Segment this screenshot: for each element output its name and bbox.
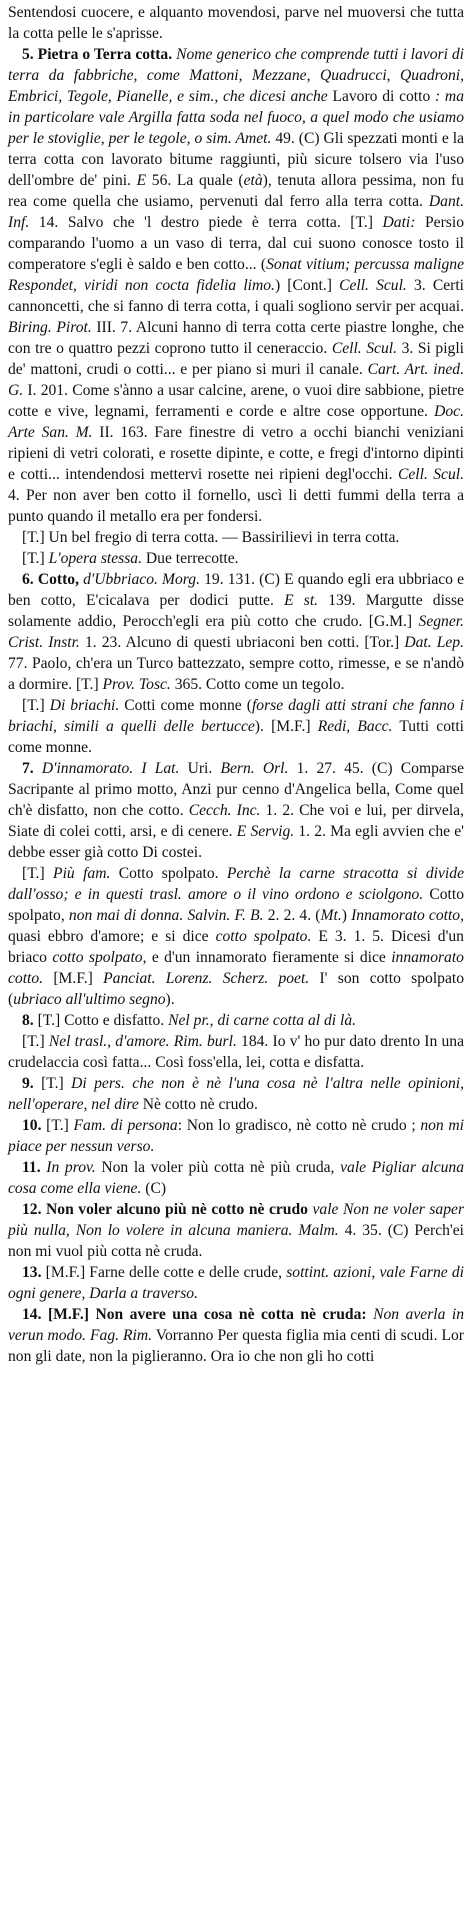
italic-text: Di briachi. bbox=[49, 697, 120, 714]
italic-text: Più fam. bbox=[53, 865, 111, 882]
body-text: 1. 23. Alcuno di questi ubriaconi ben cotti. [Tor.] bbox=[79, 634, 405, 651]
body-text: I' son cotto spolpato ( bbox=[8, 970, 464, 1008]
body-text: Nè cotto nè crudo. bbox=[138, 1096, 258, 1113]
italic-text: Cell. Scul. bbox=[339, 277, 407, 294]
body-text: 184. Io v' ho pur dato drento In una crudelaccia così fatta... Così foss'ella, lei, cotta e disfatta. bbox=[8, 1033, 464, 1071]
italic-text: Dati: bbox=[382, 214, 416, 231]
entry-headword: Non voler alcuno più nè cotto nè crudo bbox=[46, 1201, 308, 1218]
entry-headword: 6. bbox=[22, 571, 38, 588]
body-text: Cotto spolpato, bbox=[8, 886, 464, 924]
italic-text: Non averla in verun modo. Fag. Rim. bbox=[8, 1306, 465, 1344]
italic-text: Salvin. F. B. bbox=[187, 907, 264, 924]
body-text: II. 163. Fare finestre di vetro a occhi bianchi veniziani ripieni di vetri colorati, e rosette dipinte, e cotte, e fregi d'intorno dipinti e cotti... intendendosi mettervi rosette nei ripieni degl'occhi. bbox=[8, 424, 464, 483]
body-text: Tutti cotti come monne. bbox=[8, 718, 464, 756]
body-text: , e d'un innamorato fieramente si dice bbox=[142, 949, 392, 966]
body-text: Cotto spolpato. bbox=[110, 865, 227, 882]
body-text: Vorranno Per questa figlia mia centi di scudi. Lor non gli date, non la piglieranno. Ora io che non gli ho cotti bbox=[8, 1327, 464, 1365]
body-text: ) [Cont.] bbox=[274, 277, 340, 294]
body-text: E 3. 1. 5. Dicesi d'un briaco bbox=[8, 928, 464, 966]
italic-text: E st. bbox=[284, 592, 319, 609]
italic-text: : ma in particolare vale Argilla fatta soda nel fuoco, a quel modo che usiamo per le stoviglie, per le tegole, o sim. Amet. bbox=[8, 88, 464, 147]
body-text: 14. Salvo che 'l destro piede è terra cotta. [T.] bbox=[29, 214, 383, 231]
body-text: [T.] bbox=[41, 1075, 72, 1092]
entry-paragraph bbox=[8, 1157, 464, 1199]
body-text: 3. Certi cannoncetti, che si fanno di terra cotta, i quali sogliono servir per acquai. bbox=[8, 277, 464, 315]
body-text: quasi ebbro d'amore; e si dice bbox=[8, 928, 216, 945]
body-text: 3. Si pigli de' mattoni, crudi o cotti... e per piano si muri il canale. bbox=[8, 340, 464, 378]
body-text: 2. 2. 4. ( bbox=[263, 907, 321, 924]
body-text: 56. La quale ( bbox=[146, 172, 244, 189]
body-text: 139. Margutte disse solamente addio, Perocch'egli era più cotto che crudo. [G.M.] bbox=[8, 592, 464, 630]
entry-headword: 13. bbox=[22, 1264, 46, 1281]
body-text: 1. 27. 45. (C) Comparse Sacripante al primo motto, Anzi pur cenno d'Angelica bella, Come quel ch'è disfatto, non che cotto. bbox=[8, 760, 464, 819]
entry-paragraph bbox=[8, 863, 464, 1010]
body-text: [M.F.] bbox=[43, 970, 104, 987]
italic-text: Bern. Orl. bbox=[220, 760, 289, 777]
body-text: [M.F.] Farne delle cotte e delle crude, bbox=[45, 1264, 287, 1281]
italic-text: Nome generico che comprende tutti i lavori di terra da fabbriche, come Mattoni, Mezzane, Quadrucci, Quadroni, Embrici, Tegole, Pianelle, e sim., che dicesi anche bbox=[8, 46, 464, 105]
body-text: ). [M.F.] bbox=[254, 718, 318, 735]
italic-text: Dant. Inf. bbox=[8, 193, 464, 231]
body-text: 4. Per non aver ben cotto il fornello, uscì li detti fummi della terra a punto quando il metallo era per fondersi. bbox=[8, 487, 464, 525]
italic-text: d'Ubbriaco. Morg. bbox=[78, 571, 200, 588]
body-text: [T.] bbox=[46, 1117, 74, 1134]
body-text: Cotti come monne ( bbox=[119, 697, 252, 714]
entry-paragraph bbox=[8, 548, 464, 569]
body-text: 77. Paolo, ch'era un Turco battezzato, sempre cotto, rimesse, e se n'andò a dormire. [T.] bbox=[8, 655, 464, 693]
italic-text: Fam. di persona bbox=[73, 1117, 178, 1134]
entry-paragraph bbox=[8, 44, 464, 527]
italic-text: Cart. Art. ined. G. bbox=[8, 361, 464, 399]
italic-text: Nel pr., di carne cotta al di là. bbox=[168, 1012, 357, 1029]
italic-text: vale Non ne voler saper più nulla, Non lo volere in alcuna maniera. Malm. bbox=[8, 1201, 465, 1239]
italic-text: Nel trasl., d'amore. Rim. burl. bbox=[48, 1033, 237, 1050]
italic-text: Innamorato cotto, bbox=[351, 907, 465, 924]
italic-text: Prov. Tosc. bbox=[102, 676, 171, 693]
body-text: Persio comparando l'uomo a un vaso di terra, dal cui suono conosce tosto il comperatore s'egli è saldo e ben cotto... ( bbox=[8, 214, 464, 273]
entry-headword: Pietra o Terra cotta. bbox=[37, 46, 173, 63]
italic-text: Cecch. Inc. bbox=[188, 802, 261, 819]
italic-text: cotto spolpato. bbox=[215, 928, 312, 945]
italic-text: cotto spolpato bbox=[52, 949, 143, 966]
entry-paragraph bbox=[8, 1031, 464, 1073]
italic-text: Doc. Arte San. M. bbox=[8, 403, 464, 441]
entry-headword: 9. bbox=[22, 1075, 42, 1092]
entry-headword: 14. bbox=[22, 1306, 48, 1323]
italic-text: E bbox=[136, 172, 147, 189]
italic-text: L'opera stessa. bbox=[48, 550, 143, 567]
entry-paragraph bbox=[8, 1199, 464, 1262]
body-text: I. 201. Come s'ànno a usar calcine, arene, o vuoi dire sabbione, pietre cotte e vive, legnami, ferramenti e corde e altre cose opportune. bbox=[8, 382, 464, 420]
body-text: ). bbox=[165, 991, 175, 1008]
body-text: ), tenuta allora pessima, non fu rea come quella che usiamo, pervenuti dal ferro alla terra cotta. bbox=[8, 172, 464, 210]
italic-text: non mai di donna. bbox=[68, 907, 184, 924]
italic-text: Cell. Scul. bbox=[397, 466, 464, 483]
italic-text: D'innamorato. I Lat. bbox=[41, 760, 180, 777]
italic-text: Cell. Scul. bbox=[331, 340, 398, 357]
entry-paragraph bbox=[8, 1304, 464, 1367]
entry-paragraph bbox=[8, 569, 464, 695]
body-text: [T.] bbox=[22, 1033, 49, 1050]
italic-text: Dat. Lep. bbox=[404, 634, 464, 651]
entry-headword: 12. bbox=[22, 1201, 47, 1218]
body-text: : Non lo gradisco, nè cotto nè crudo ; bbox=[177, 1117, 421, 1134]
italic-text: Mt. bbox=[320, 907, 342, 924]
entry-headword: 5. bbox=[22, 46, 38, 63]
body-text: III. 7. Alcuni hanno di terra cotta certe piastre longhe, che con tre o quattro pezzi coprono tutto il ceneraccio. bbox=[8, 319, 464, 357]
entry-paragraph bbox=[8, 527, 464, 548]
entry-paragraph bbox=[8, 1010, 464, 1031]
italic-text: E Servig. bbox=[236, 823, 295, 840]
body-text: 365. Cotto come un tegolo. bbox=[170, 676, 345, 693]
body-text: [T.] bbox=[22, 550, 49, 567]
entry-paragraph bbox=[8, 2, 464, 44]
italic-text: vale Pigliar alcuna cosa come ella viene. bbox=[8, 1159, 465, 1197]
entry-headword: Cotto, bbox=[37, 571, 79, 588]
italic-text: Panciat. Lorenz. Scherz. poet. bbox=[103, 970, 310, 987]
entry-headword: 11. bbox=[22, 1159, 47, 1176]
italic-text: non mi piace per nessun verso. bbox=[8, 1117, 464, 1155]
body-text: [T.] bbox=[22, 697, 50, 714]
italic-text: In prov. bbox=[46, 1159, 96, 1176]
entry-paragraph bbox=[8, 758, 464, 863]
body-text: Non la voler più cotta nè più cruda, bbox=[95, 1159, 341, 1176]
body-text: [T.] Cotto e disfatto. bbox=[37, 1012, 169, 1029]
body-text: Uri. bbox=[179, 760, 221, 777]
body-text: (C) bbox=[141, 1180, 167, 1197]
entry-headword: [M.F.] Non avere una cosa nè cotta nè cruda: bbox=[47, 1306, 367, 1323]
body-text: 1. 2. Ma egli avvien che e' debbe esser già cotto Di costei. bbox=[8, 823, 464, 861]
italic-text: forse dagli atti strani che fanno i briachi, simili a quelli delle bertucce bbox=[8, 697, 464, 735]
italic-text: Perchè la carne stracotta si divide dall'osso; e in questi trasl. amore o il vino ordono e sciolgono. bbox=[8, 865, 464, 903]
entry-paragraph bbox=[8, 1262, 464, 1304]
entry-paragraph bbox=[8, 695, 464, 758]
body-text: [T.] Un bel fregio di terra cotta. — Bassirilievi in terra cotta. bbox=[22, 529, 400, 546]
body-text: Lavoro di cotto bbox=[327, 88, 435, 105]
body-text: 4. 35. (C) Perch'ei non mi vuol più cotta nè cruda. bbox=[8, 1222, 464, 1260]
body-text: 1. 2. Che voi e lui, per dirvela, Siate di colei cotti, arsi, e di cenere. bbox=[8, 802, 464, 840]
entry-paragraph bbox=[8, 1073, 464, 1115]
body-text: 49. (C) Gli spezzati monti e la terra cotta con lavorato bitume raggiunti, più sicure tolsero via l'uso dell'ombre de' pini. bbox=[8, 130, 464, 189]
entry-headword: 8. bbox=[22, 1012, 38, 1029]
italic-text: sottint. azioni, vale Farne di ogni genere, Darla a traverso. bbox=[8, 1264, 465, 1302]
italic-text: Redi, Bacc. bbox=[317, 718, 393, 735]
body-text: 19. 131. (C) E quando egli era ubbriaco e ben cotto, E'cicalava per dodici putte. bbox=[8, 571, 465, 609]
italic-text: innamorato cotto. bbox=[8, 949, 464, 987]
italic-text: età bbox=[243, 172, 263, 189]
italic-text: Segner. Crist. Instr. bbox=[8, 613, 464, 651]
body-text: ) bbox=[341, 907, 352, 924]
entry-headword: 7. bbox=[22, 760, 42, 777]
body-text: Sentendosi cuocere, e alquanto movendosi, parve nel muoversi che tutta la cotta pelle le s'aprisse. bbox=[8, 4, 464, 42]
body-text: Due terrecotte. bbox=[142, 550, 239, 567]
entry-headword: 10. bbox=[22, 1117, 47, 1134]
italic-text: Biring. Pirot. bbox=[8, 319, 92, 336]
italic-text: ubriaco all'ultimo segno bbox=[13, 991, 166, 1008]
italic-text: Sonat vitium; percussa maligne Respondet, viridi non cocta fidelia limo. bbox=[8, 256, 464, 294]
italic-text: Di pers. che non è nè l'una cosa nè l'altra nelle opinioni, nell'operare, nel dire bbox=[8, 1075, 464, 1113]
body-text: [T.] bbox=[22, 865, 54, 882]
entry-paragraph bbox=[8, 1115, 464, 1157]
